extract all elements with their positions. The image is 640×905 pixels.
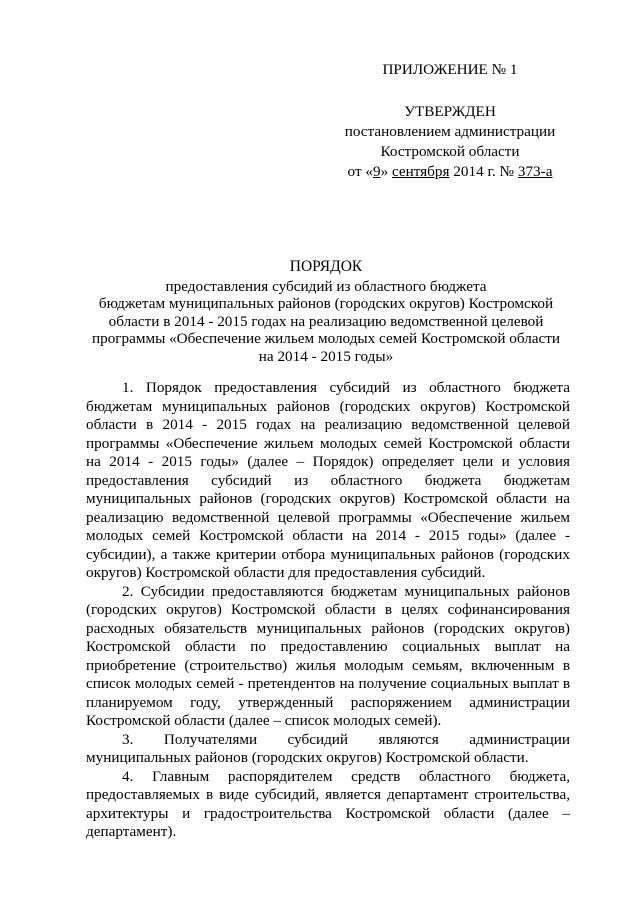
paragraph-3: 3. Получателями субсидий являются администрации муниципальных районов (городских округов) Костромской области. xyxy=(86,730,570,766)
approval-authority-line: постановлением администрации xyxy=(344,123,556,140)
date-month: сентября xyxy=(391,163,450,180)
subtitle-line: программы «Обеспечение жильем молодых семей Костромской области xyxy=(91,330,561,347)
document-title-block xyxy=(86,258,566,365)
approved-label: УТВЕРЖДЕН xyxy=(404,103,496,120)
decree-number: 373-а xyxy=(517,163,553,180)
subtitle-line: области в 2014 - 2015 годах на реализацию ведомственной целевой xyxy=(108,312,544,330)
date-prefix: от « xyxy=(347,163,373,180)
subtitle-line: предоставления субсидий из областного бюджета xyxy=(165,277,487,295)
document-title: ПОРЯДОК xyxy=(289,258,363,275)
appendix-label: ПРИЛОЖЕНИЕ № 1 xyxy=(382,61,518,78)
paragraph-2: 2. Субсидии предоставляются бюджетам муниципальных районов (городских округов) Костромской области в целях софинансирования расходных обязательств муниципальных районов (городских округов) Костромской области по предоставлению социальных выплат на приобретение (строительство) жилья молодым семьям, включенным в список молодых семей - претендентов на получение социальных выплат в планируемом году, утвержденный распоряжением администрации Костромской области (далее – список молодых семей). xyxy=(86,582,570,729)
approval-date-line xyxy=(300,162,600,182)
paragraph-4: 4. Главным распорядителем средств областного бюджета, предоставляемых в виде субсидий, является департамент строительства, архитектуры и градостроительства Костромской области (далее – департамент). xyxy=(86,767,570,840)
subtitle-line: на 2014 - 2015 годы» xyxy=(258,347,394,365)
subtitle-line: бюджетам муниципальных районов (городских округов) Костромской xyxy=(98,295,554,312)
paragraph-1: 1. Порядок предоставления субсидий из областного бюджета бюджетам муниципальных районов (городских округов) Костромской области в 2014 - 2015 годах на реализацию ведомственной целевой программы «Обеспечение жильем молодых семей Костромской области на 2014 - 2015 годы» (далее – Порядок) определяет цели и условия предоставления субсидий из областного бюджета бюджетам муниципальных районов (городских округов) Костромской области на реализацию ведомственной целевой программы «Обеспечение жильем молодых семей Костромской области на 2014 - 2015 годы» (далее - субсидии), а также критерии отбора муниципальных районов (городских округов) Костромской области для предоставления субсидий. xyxy=(86,379,570,581)
date-mid: » xyxy=(380,163,392,180)
date-year: 2014 г. № xyxy=(449,163,518,180)
document-body xyxy=(86,379,570,842)
date-day: 9 xyxy=(372,163,381,180)
approval-region-line: Костромской области xyxy=(380,143,520,160)
approval-block xyxy=(300,60,600,182)
